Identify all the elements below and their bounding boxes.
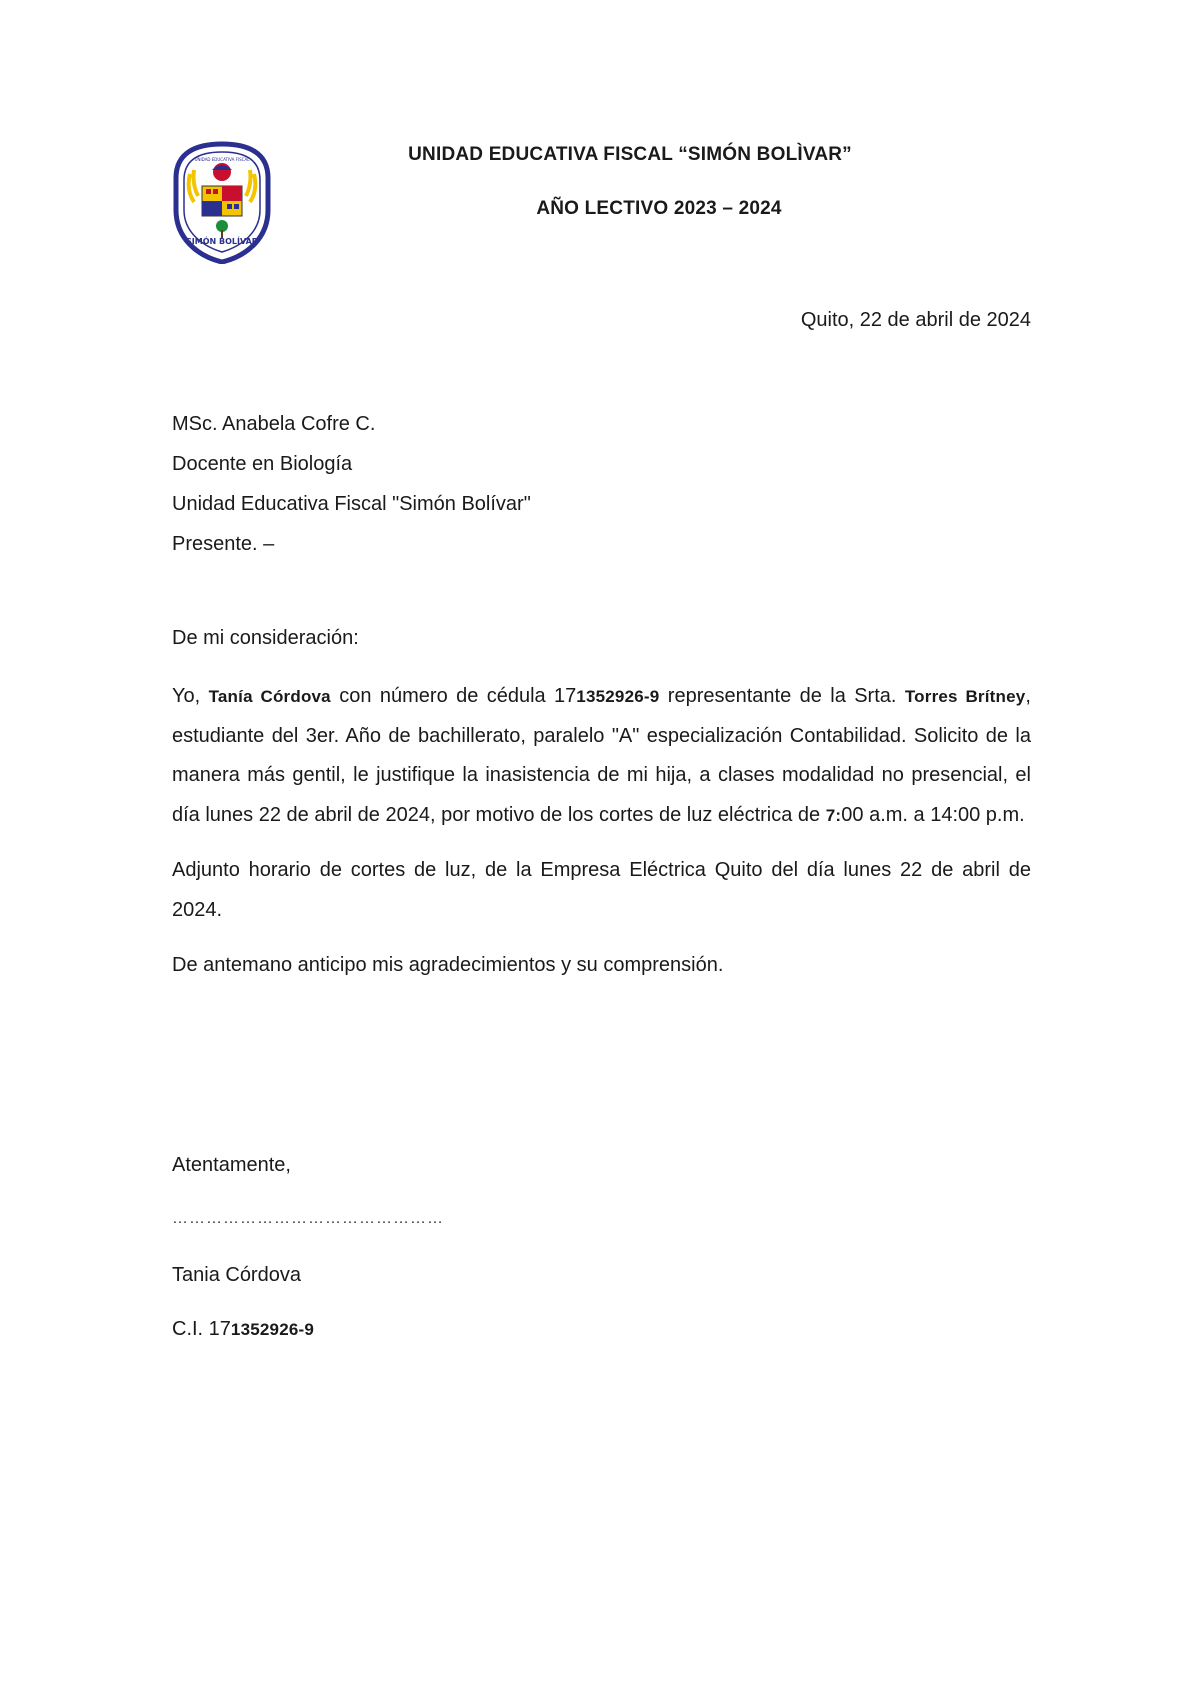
- signature-id: C.I. 171352926-9: [172, 1318, 315, 1340]
- letter-body: [172, 677, 1031, 1002]
- school-year-title: AÑO LECTIVO 2023 – 2024: [536, 198, 782, 219]
- institution-title: UNIDAD EDUCATIVA FISCAL “SIMÓN BOLÌVAR”: [408, 144, 852, 165]
- signature-line: …………………………………………: [172, 1210, 444, 1227]
- salutation: De mi consideración:: [172, 627, 359, 649]
- recipient-name: MSc. Anabela Cofre C.: [172, 413, 376, 435]
- body-paragraph-2: Adjunto horario de cortes de luz, de la Empresa Eléctrica Quito del día lunes 22 de abril de 2024.: [172, 859, 1031, 921]
- recipient-institution: Unidad Educativa Fiscal "Simón Bolívar": [172, 493, 531, 515]
- parent-name: Tanía Córdova: [208, 687, 331, 706]
- recipient-role: Docente en Biología: [172, 453, 353, 475]
- letter-date: Quito, 22 de abril de 2024: [800, 309, 1031, 331]
- student-name: Torres Brítney: [904, 687, 1026, 706]
- closing: Atentamente,: [172, 1154, 291, 1176]
- outage-start-time: 7:: [825, 805, 842, 825]
- logo-bottom-text: SIMÓN BOLÍVAR: [186, 237, 258, 246]
- body-paragraph-1: Yo, Tanía Córdova con número de cédula 171352926-9 representante de la Srta. Torres Brítney, estudiante del 3er. Año de bachillerato, paralelo "A" especialización Contabilidad. Solicito de la manera más gentil, le justifique la inasistencia de mi hija, a clases modalidad no presencial, el día lunes 22 de abril de 2024, por motivo de los cortes de luz eléctrica de 7:00 a.m. a 14:00 p.m.: [172, 685, 1031, 826]
- logo-top-text: UNIDAD EDUCATIVA FISCAL: [194, 157, 250, 162]
- signature-name: Tania Córdova: [172, 1264, 301, 1286]
- recipient-block: [172, 404, 531, 564]
- body-paragraph-3: De antemano anticipo mis agradecimientos y su comprensión.: [172, 954, 724, 976]
- parent-id-number: 1352926-9: [576, 687, 660, 706]
- recipient-presente: Presente. –: [172, 533, 275, 555]
